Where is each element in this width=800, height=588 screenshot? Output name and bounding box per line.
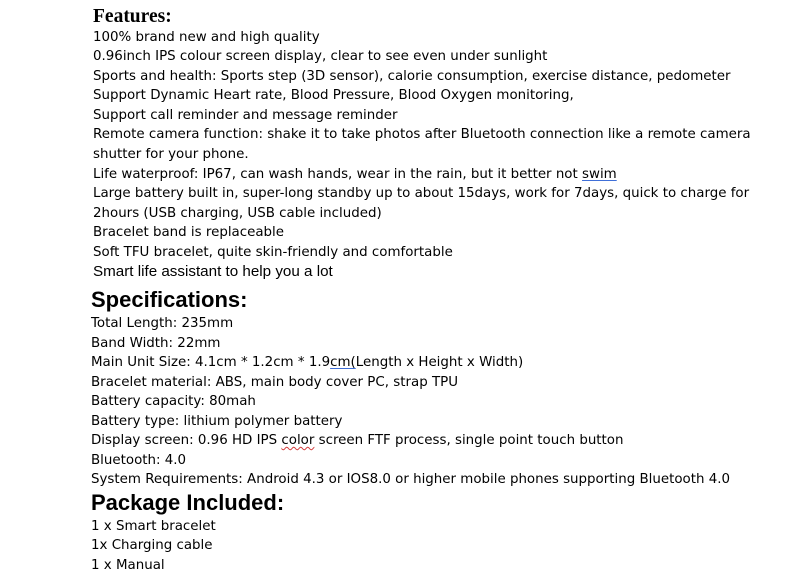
features-line: Support Dynamic Heart rate, Blood Pressure, Blood Oxygen monitoring,: [93, 88, 574, 103]
features-line: Smart life assistant to help you a lot: [93, 263, 333, 280]
color-word: color: [281, 433, 315, 448]
features-line: Sports and health: Sports step (3D sensor), calorie consumption, exercise distance, pedometer: [93, 69, 731, 84]
features-line: Large battery built in, super-long standby up to about 15days, work for 7days, quick to charge for: [93, 186, 750, 201]
features-line: 2hours (USB charging, USB cable included): [93, 206, 382, 221]
spec-line: Bluetooth: 4.0: [91, 453, 187, 468]
waterproof-text: Life waterproof: IP67, can wash hands, wear in the rain, but it better not: [93, 167, 583, 182]
features-line: 100% brand new and high quality: [93, 30, 320, 45]
spec-line: Band Width: 22mm: [91, 336, 221, 351]
spec-line: Battery capacity: 80mah: [91, 394, 256, 409]
features-line: shutter for your phone.: [93, 147, 249, 162]
features-line: Support call reminder and message reminder: [93, 108, 398, 123]
display-text-end: screen FTF process, single point touch button: [314, 433, 624, 448]
display-text: Display screen: 0.96 HD IPS: [91, 433, 282, 448]
package-line: 1 x Manual: [91, 558, 165, 573]
spec-line: Battery type: lithium polymer battery: [91, 414, 343, 429]
features-line-waterproof: [93, 165, 617, 184]
features-line: Remote camera function: shake it to take photos after Bluetooth connection like a remote camera: [93, 127, 751, 142]
package-line: 1 x Smart bracelet: [91, 519, 216, 534]
package-line: 1x Charging cable: [91, 538, 213, 553]
features-line: Bracelet band is replaceable: [93, 225, 285, 240]
spec-line: System Requirements: Android 4.3 or IOS8.0 or higher mobile phones supporting Bluetooth 4.0: [91, 472, 731, 487]
main-unit-text: Main Unit Size: 4.1cm * 1.2cm * 1.9: [91, 355, 331, 370]
specifications-heading: Specifications:: [91, 287, 248, 312]
features-line: Soft TFU bracelet, quite skin-friendly and comfortable: [93, 245, 453, 260]
features-heading: Features:: [93, 6, 172, 27]
features-line: 0.96inch IPS colour screen display, clear to see even under sunlight: [93, 49, 548, 64]
spec-line: Total Length: 235mm: [91, 316, 234, 331]
spec-line-display: [91, 431, 623, 450]
package-heading: Package Included:: [91, 490, 285, 515]
main-unit-text-end: Length x Height x Width): [355, 355, 524, 370]
spec-line-main-unit: [91, 353, 523, 372]
swim-word: swim: [582, 167, 617, 182]
spec-line: Bracelet material: ABS, main body cover PC, strap TPU: [91, 375, 458, 390]
cm-token: cm(: [330, 355, 356, 370]
